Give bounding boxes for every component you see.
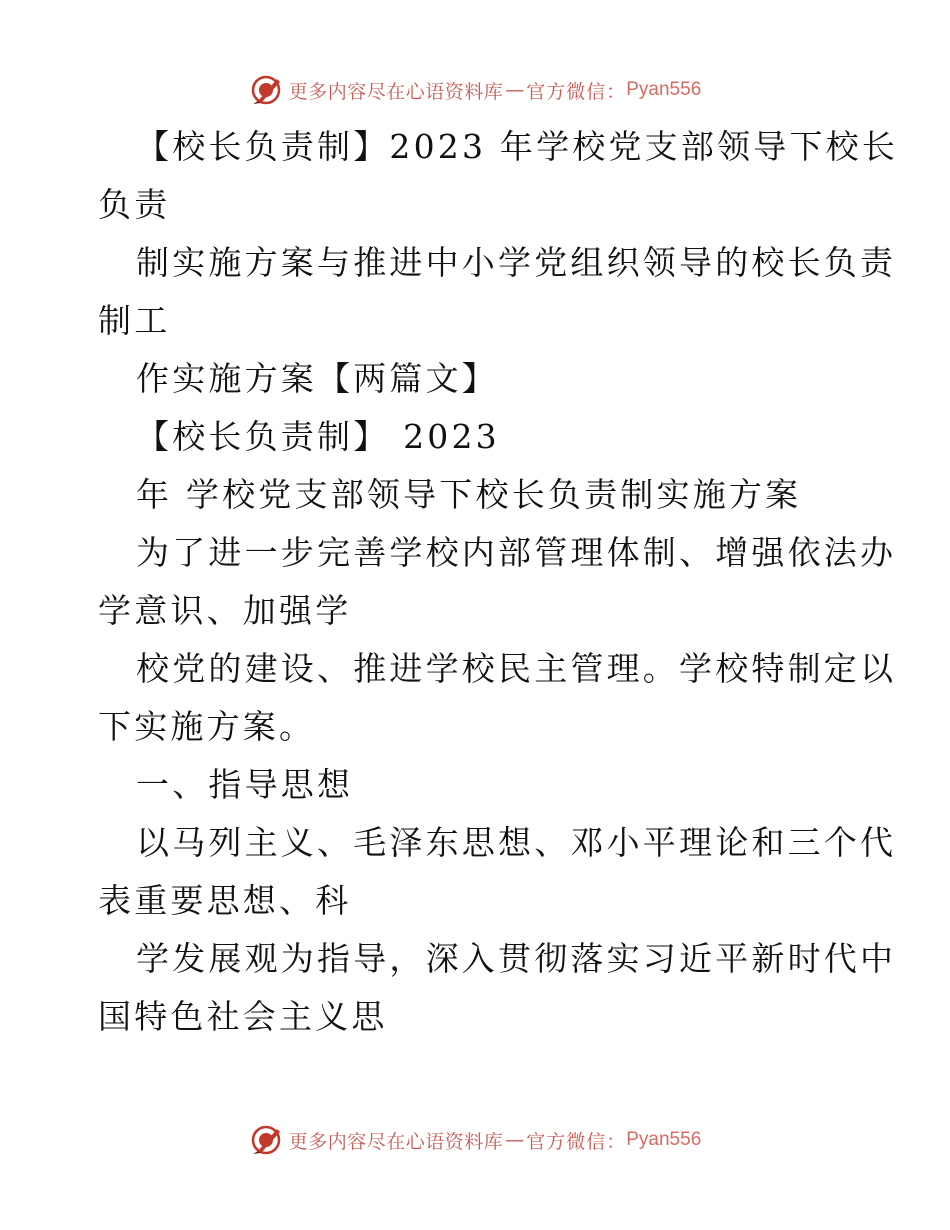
watermark-wechat-id: Pyan556	[626, 1129, 702, 1150]
subheading-guiding-thought: 一、指导思想	[136, 765, 354, 804]
paragraph-line: 下实施方案。	[98, 707, 316, 746]
doc-title-line-4: 制工	[98, 301, 171, 340]
section-heading-line-2: 年 学校党支部领导下校长负责制实施方案	[136, 475, 802, 514]
watermark-main-text: 更多内容尽在心语资料库	[288, 1130, 504, 1153]
doc-title-line-3: 制实施方案与推进中小学党组织领导的校长负责	[136, 243, 897, 282]
doc-title-line-1: 【校长负责制】2023 年学校党支部领导下校长	[136, 127, 899, 166]
paragraph-line: 以马列主义、毛泽东思想、邓小平理论和三个代	[136, 823, 897, 862]
paragraph-line: 学发展观为指导，深入贯彻落实习近平新时代中	[136, 939, 897, 978]
watermark-wechat-id: Pyan556	[626, 79, 702, 100]
doc-title-line-2: 负责	[98, 185, 171, 224]
footer-watermark	[0, 1120, 950, 1160]
paragraph-line: 学意识、加强学	[98, 591, 352, 630]
header-watermark	[0, 70, 950, 110]
watermark-dash: —	[505, 1129, 525, 1151]
paragraph-line: 为了进一步完善学校内部管理体制、增强依法办	[136, 533, 897, 572]
paragraph-line: 国特色社会主义思	[98, 997, 388, 1036]
pen-logo-icon	[249, 1123, 283, 1157]
pen-logo-icon	[249, 73, 283, 107]
watermark-wechat-label: 官方微信：	[526, 80, 627, 103]
doc-title-line-5: 作实施方案【两篇文】	[136, 359, 498, 398]
watermark-main-text: 更多内容尽在心语资料库	[288, 80, 504, 103]
paragraph-line: 校党的建设、推进学校民主管理。学校特制定以	[136, 649, 897, 688]
watermark-dash: —	[505, 79, 525, 101]
watermark-wechat-label: 官方微信：	[526, 1130, 627, 1153]
paragraph-line: 表重要思想、科	[98, 881, 352, 920]
section-heading-line-1: 【校长负责制】 2023	[136, 417, 500, 456]
